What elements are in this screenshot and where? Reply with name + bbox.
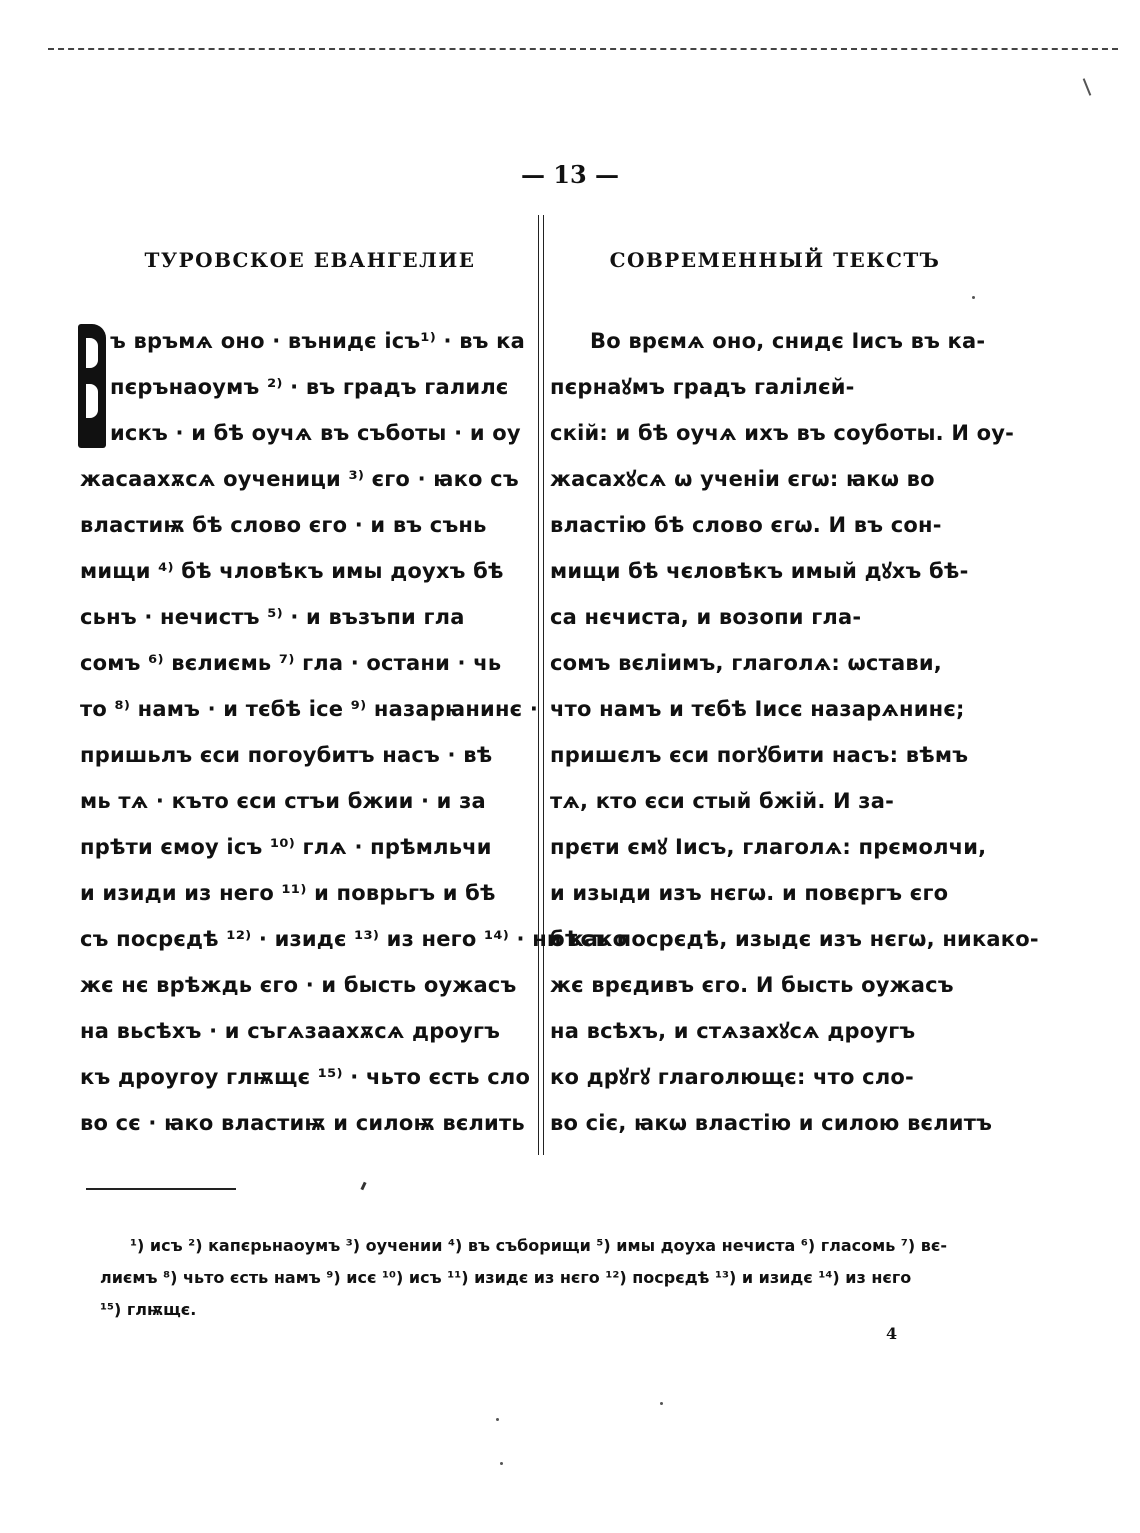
text-line: тѧ, кто єси стый бжій. И за- (550, 789, 894, 813)
modern-text (550, 318, 1039, 1146)
text-line: на всѣхъ, и стѧзахꙋсѧ дроугъ (550, 1019, 916, 1043)
footnote-line: лиємъ ⁸) чьто єсть намъ ⁹) исє ¹⁰) исъ ¹¹) изидє из нєго ¹²) посрєдѣ ¹³) и изидє ¹⁴) из нєго (100, 1268, 912, 1287)
text-line: на вьсѣхъ · и съгѧзаахѫсѧ дроугъ (80, 1019, 501, 1043)
ink-speck (660, 1402, 663, 1405)
text-line: са нєчиста, и возопи гла- (550, 605, 862, 629)
footnote-line: ¹⁵) глѭщє. (100, 1300, 197, 1319)
text-line: мь тѧ · къто єси стъи бжии · и за (80, 789, 486, 813)
text-line: властію бѣ слово єгѡ. И въ сон- (550, 513, 942, 537)
text-line: во сіє, ꙗкѡ властію и силою вєлитъ (550, 1111, 993, 1135)
right-column-heading: СОВРЕМЕННЫЙ ТЕКСТЪ (609, 248, 941, 272)
text-line: прѣти ємоу ісъ ¹⁰⁾ глѧ · прѣмльчи (80, 835, 492, 859)
text-line: пришьлъ єси погоубитъ насъ · вѣ (80, 743, 493, 767)
text-line: мищи бѣ чєловѣкъ имый дꙋхъ бѣ- (550, 559, 969, 583)
text-line: сьнъ · нечистъ ⁵⁾ · и възъпи гла (80, 605, 465, 629)
text-line: пєрнаꙋмъ градъ галілєй- (550, 375, 855, 399)
text-line: пришєлъ єси погꙋбити насъ: вѣмъ (550, 743, 969, 767)
text-line: жасахꙋсѧ ѡ ученіи єгѡ: ꙗкѡ во (550, 467, 935, 491)
text-line: то ⁸⁾ намъ · и тєбѣ ісе ⁹⁾ назарꙗнинє · (80, 697, 539, 721)
text-line: прєти ємꙋ Іисъ, глаголѧ: прємолчи, (550, 835, 987, 859)
text-line: ъ връмѧ оно · вънидє ісъ¹⁾ · въ ка (110, 329, 525, 353)
footnotes (100, 1230, 1000, 1326)
text-line: жє врєдивъ єго. И бысть оужасъ (550, 973, 954, 997)
text-line: жє нє врѣждь єго · и бысть оужасъ (80, 973, 517, 997)
text-line: жасаахѫсѧ оученици ³⁾ єго · ꙗко съ (80, 467, 519, 491)
left-column-heading: ТУРОВСКОЕ ЕВАНГЕЛИЕ (144, 248, 476, 272)
text-line: скій: и бѣ оучѧ ихъ въ соуботы. И оу- (550, 421, 1015, 445)
printer-signature-mark: 4 (886, 1324, 898, 1343)
text-line: искъ · и бѣ оучѧ въ съботы · и оу (110, 421, 521, 445)
text-line: сомъ ⁶⁾ вєлиємь ⁷⁾ гла · остани · чь (80, 651, 502, 675)
footnote-line: ¹) исъ ²) капєрьнаоумъ ³) оучении ⁴) въ съборищи ⁵) имы доуха нечиста ⁶) гласомь ⁷) вє- (130, 1236, 948, 1255)
footnote-rule (86, 1188, 236, 1190)
text-line: съ посрєдѣ ¹²⁾ · изидє ¹³⁾ из него ¹⁴⁾ · ни како (80, 927, 628, 951)
turov-gospel-text (80, 318, 628, 1146)
column-divider (538, 215, 544, 1155)
text-line: и изиди из него ¹¹⁾ и поврьгъ и бѣ (80, 881, 496, 905)
text-line: сомъ вєліимъ, глаголѧ: ѡстави, (550, 651, 942, 675)
ink-speck (972, 296, 975, 299)
page-number: — 13 — (520, 160, 620, 189)
text-line: мищи ⁴⁾ бѣ чловѣкъ имы доухъ бѣ (80, 559, 504, 583)
scan-mark (1083, 78, 1092, 95)
ink-speck (500, 1462, 503, 1465)
ink-speck (496, 1418, 499, 1421)
top-printed-rule (48, 48, 1118, 50)
ink-speck (360, 1182, 366, 1191)
text-line: ко дрꙋгꙋ глаголющє: что сло- (550, 1065, 914, 1089)
text-line: и изыди изъ нєгѡ. и повєргъ єго (550, 881, 949, 905)
text-line: пєрънаоумъ ²⁾ · въ градъ галилє (110, 375, 509, 399)
text-line: властиѭ бѣ слово єго · и въ сънь (80, 513, 487, 537)
text-line: во сє · ꙗко властиѭ и силоѭ вєлить (80, 1111, 525, 1135)
text-line: Во врємѧ оно, снидє Іисъ въ ка- (590, 329, 986, 353)
text-line: бѣсъ посрєдѣ, изыдє изъ нєгѡ, никако- (550, 927, 1039, 951)
text-line: что намъ и тєбѣ Іисє назарѧнинє; (550, 697, 965, 721)
text-line: къ дроугоу глѭщє ¹⁵⁾ · чьто єсть сло (80, 1065, 531, 1089)
